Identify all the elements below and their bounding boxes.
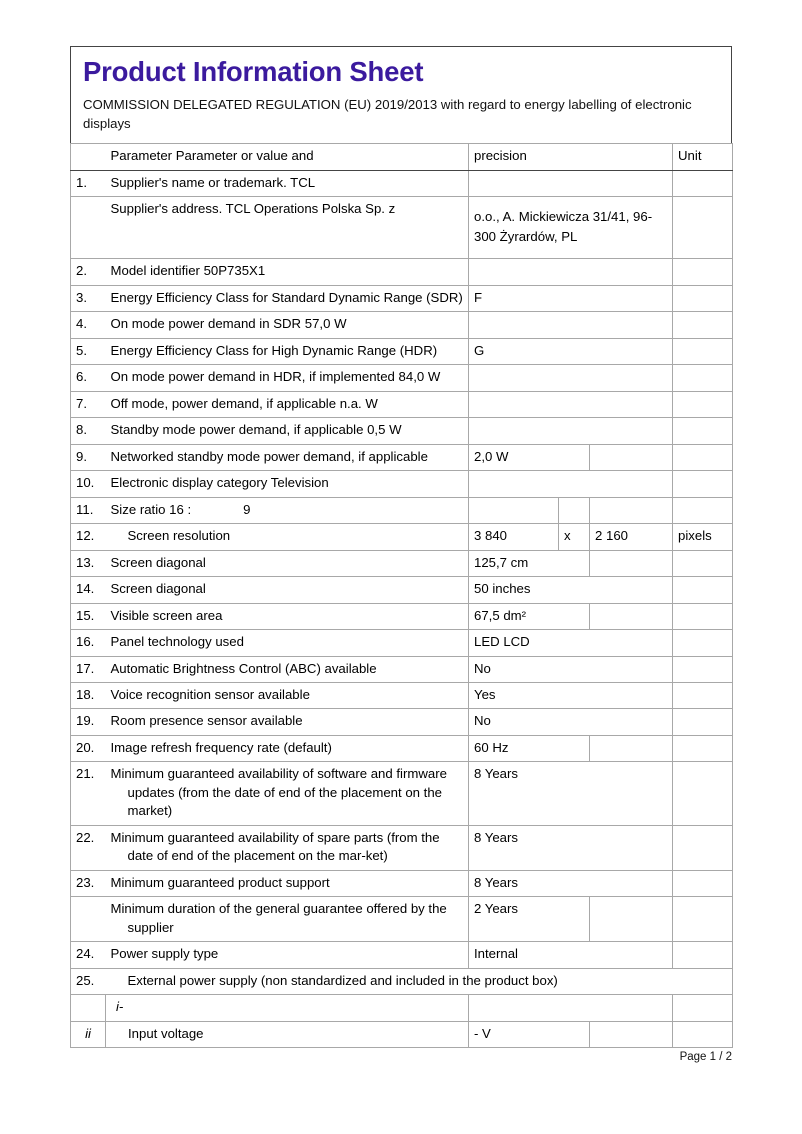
row-value: F: [469, 285, 673, 311]
row-value: No: [469, 656, 673, 682]
row-number: 22.: [71, 825, 106, 870]
row-value: 2 Years: [469, 897, 590, 942]
row-unit: [673, 577, 733, 603]
page-title: Product Information Sheet: [83, 56, 424, 87]
row-unit: [673, 735, 733, 761]
row-value: LED LCD: [469, 630, 673, 656]
row-unit: [673, 497, 733, 523]
row-label: Minimum guaranteed availability of software and firmware updates (from the date of end of the placement on the market): [106, 762, 469, 825]
table-row: [71, 656, 733, 682]
table-row: [71, 968, 733, 994]
row-label: On mode power demand in SDR 57,0 W: [106, 312, 469, 338]
row-value: [469, 391, 673, 417]
row-unit: [673, 825, 733, 870]
table-row: [71, 942, 733, 968]
table-row: [71, 471, 733, 497]
row-label: Electronic display category Television: [106, 471, 469, 497]
row-value: No: [469, 709, 673, 735]
table-header-row: [71, 144, 733, 170]
row-value: [469, 995, 673, 1021]
row-unit: [673, 338, 733, 364]
row-unit: [673, 444, 733, 470]
row-label: Minimum duration of the general guarantee offered by the supplier: [106, 897, 469, 942]
table-row: [71, 825, 733, 870]
row-label: Supplier's name or trademark. TCL: [106, 170, 469, 196]
row-label: Automatic Brightness Control (ABC) available: [106, 656, 469, 682]
table-row: [71, 870, 733, 896]
row-unit: [673, 762, 733, 825]
table-row: [71, 550, 733, 576]
row-value-spill: [590, 550, 673, 576]
row-label: Panel technology used: [106, 630, 469, 656]
row-number: 18.: [71, 682, 106, 708]
row-label: Off mode, power demand, if applicable n.a. W: [106, 391, 469, 417]
row-number: 2.: [71, 259, 106, 285]
product-information-table: [70, 143, 733, 1048]
row-unit: [673, 391, 733, 417]
document-content: [70, 46, 732, 1048]
row-label: Room presence sensor available: [106, 709, 469, 735]
row-number: 21.: [71, 762, 106, 825]
table-row: [71, 497, 733, 523]
row-unit: [673, 365, 733, 391]
row-label: Voice recognition sensor available: [106, 682, 469, 708]
row-unit: [673, 709, 733, 735]
row-label: Screen diagonal: [106, 577, 469, 603]
regulation-subtitle: COMMISSION DELEGATED REGULATION (EU) 2019/2013 with regard to energy labelling of electronic displays: [83, 96, 692, 131]
row-number: 8.: [71, 418, 106, 444]
row-number: 19.: [71, 709, 106, 735]
row-unit: [673, 942, 733, 968]
row-value: 8 Years: [469, 825, 673, 870]
row-label: Model identifier 50P735X1: [106, 259, 469, 285]
table-row: [71, 338, 733, 364]
row-number: 4.: [71, 312, 106, 338]
row-value-mid: [559, 497, 590, 523]
row-unit: [673, 897, 733, 942]
row-value: 50 inches: [469, 577, 673, 603]
row-number: 15.: [71, 603, 106, 629]
row-label: Supplier's address. TCL Operations Polska Sp. z: [106, 197, 469, 259]
row-number: 20.: [71, 735, 106, 761]
page-footer: Page 1 / 2: [679, 1051, 732, 1063]
row-unit: [673, 197, 733, 259]
row-value: G: [469, 338, 673, 364]
row-number: 14.: [71, 577, 106, 603]
table-row: [71, 391, 733, 417]
row-value: [469, 312, 673, 338]
size-ratio-value: 9: [243, 501, 251, 517]
row-number: 5.: [71, 338, 106, 364]
row-unit: [673, 285, 733, 311]
row-number: 11.: [71, 497, 106, 523]
row-unit: [673, 259, 733, 285]
row-number: 10.: [71, 471, 106, 497]
row-number: 17.: [71, 656, 106, 682]
row-value: 2,0 W: [469, 444, 590, 470]
row-number: 7.: [71, 391, 106, 417]
row-unit: [673, 312, 733, 338]
row-value: - V: [469, 1021, 590, 1047]
table-row: [71, 577, 733, 603]
row-value: Internal: [469, 942, 673, 968]
table-row: [71, 735, 733, 761]
row-number: 1.: [71, 170, 106, 196]
row-label: Screen diagonal: [106, 550, 469, 576]
row-value: 125,7 cm: [469, 550, 590, 576]
row-unit: [673, 656, 733, 682]
row-number: ii: [71, 1021, 106, 1047]
table-row: [71, 312, 733, 338]
resolution-vertical: 2 160: [590, 524, 673, 550]
header-parameter-cell: Parameter Parameter or value and: [106, 144, 469, 170]
row-label: Power supply type: [106, 942, 469, 968]
table-row: [71, 603, 733, 629]
row-value-second: [590, 497, 673, 523]
row-value-spill: [590, 603, 673, 629]
row-label: On mode power demand in HDR, if implemented 84,0 W: [106, 365, 469, 391]
row-label: Standby mode power demand, if applicable 0,5 W: [106, 418, 469, 444]
row-unit: [673, 603, 733, 629]
table-row: [71, 259, 733, 285]
row-value: [469, 471, 673, 497]
table-row: [71, 897, 733, 942]
table-row: [71, 444, 733, 470]
row-value-spill: [590, 735, 673, 761]
table-row: [71, 285, 733, 311]
table-row: [71, 170, 733, 196]
row-unit: [673, 550, 733, 576]
row-unit: [673, 870, 733, 896]
row-number: [71, 197, 106, 259]
row-number: 12.: [71, 524, 106, 550]
row-label: Screen resolution: [106, 524, 469, 550]
table-row: [71, 762, 733, 825]
row-label: Image refresh frequency rate (default): [106, 735, 469, 761]
row-value: 8 Years: [469, 870, 673, 896]
title-block: [70, 46, 732, 143]
row-number: [71, 995, 106, 1021]
table-row: [71, 418, 733, 444]
table-row: [71, 524, 733, 550]
row-unit: pixels: [673, 524, 733, 550]
table-row: [71, 630, 733, 656]
row-label: Networked standby mode power demand, if applicable: [106, 444, 469, 470]
row-value: 8 Years: [469, 762, 673, 825]
row-label: Minimum guaranteed availability of spare parts (from the date of end of the placement on the mar-ket): [106, 825, 469, 870]
row-unit: [673, 630, 733, 656]
row-label: Size ratio 16 : 9: [106, 497, 469, 523]
row-value: [469, 365, 673, 391]
row-unit: [673, 682, 733, 708]
row-unit: [673, 418, 733, 444]
row-label: Visible screen area: [106, 603, 469, 629]
row-number: [71, 897, 106, 942]
row-value-spill: [590, 1021, 673, 1047]
row-label: Energy Efficiency Class for High Dynamic Range (HDR): [106, 338, 469, 364]
row-label: Input voltage: [106, 1021, 469, 1047]
table-row: [71, 709, 733, 735]
row-unit: [673, 170, 733, 196]
table-row: [71, 1021, 733, 1047]
row-value: o.o., A. Mickiewicza 31/41, 96-300 Żyrardów, PL: [469, 197, 673, 259]
row-number: 23.: [71, 870, 106, 896]
row-label: External power supply (non standardized and included in the product box): [106, 968, 733, 994]
table-row: [71, 197, 733, 259]
row-unit: [673, 1021, 733, 1047]
table-row: [71, 995, 733, 1021]
row-value: 60 Hz: [469, 735, 590, 761]
header-unit-cell: Unit: [673, 144, 733, 170]
header-num-cell: [71, 144, 106, 170]
row-label: Energy Efficiency Class for Standard Dynamic Range (SDR): [106, 285, 469, 311]
row-value-spill: [590, 444, 673, 470]
row-label: Minimum guaranteed product support: [106, 870, 469, 896]
resolution-separator: x: [559, 524, 590, 550]
roman-numeral-label: i-: [106, 995, 469, 1021]
row-value: Yes: [469, 682, 673, 708]
row-number: 25.: [71, 968, 106, 994]
row-number: 6.: [71, 365, 106, 391]
row-unit: [673, 995, 733, 1021]
table-row: [71, 365, 733, 391]
row-value-spill: [590, 897, 673, 942]
resolution-horizontal: 3 840: [469, 524, 559, 550]
row-number: 3.: [71, 285, 106, 311]
row-number: 13.: [71, 550, 106, 576]
row-number: 24.: [71, 942, 106, 968]
row-number: 16.: [71, 630, 106, 656]
table-row: [71, 682, 733, 708]
row-value: [469, 418, 673, 444]
row-value: [469, 259, 673, 285]
row-value: [469, 170, 673, 196]
row-unit: [673, 471, 733, 497]
header-precision-cell: precision: [469, 144, 673, 170]
row-value: 67,5 dm²: [469, 603, 590, 629]
row-number: 9.: [71, 444, 106, 470]
row-value: [469, 497, 559, 523]
